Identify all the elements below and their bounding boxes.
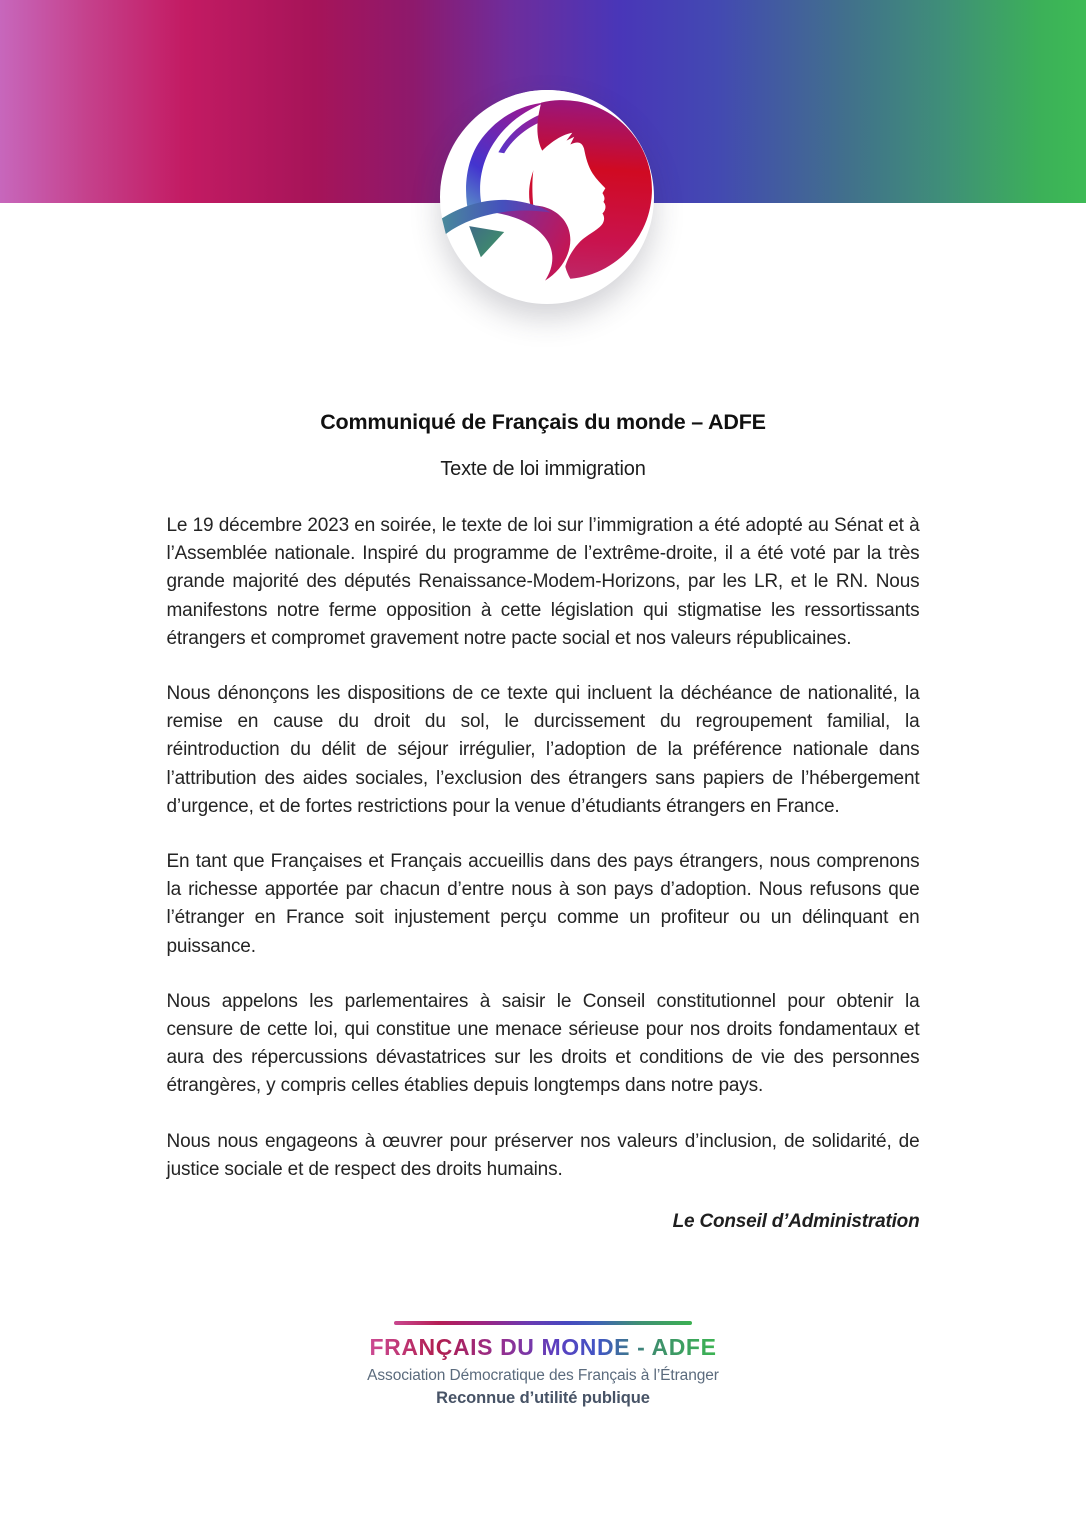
- footer-wordmark: FRANÇAIS DU MONDE - ADFE: [369, 1334, 717, 1361]
- paragraph-dispositions: Nous dénonçons les dispositions de ce texte qui incluent la déchéance de nationalité, la remise en cause du droit du sol, le durcissement du regroupement familial, la réintroduction du délit de séjour irrégulier, l’adoption de la préférence nationale dans l’attribution des aides sociales, l’exclusion des étrangers sans papiers de l’hébergement d’urgence, et de fortes restrictions pour la venue d’étudiants étrangers en France.: [166, 683, 920, 817]
- signature-conseil-administration: Le Conseil d’Administration: [672, 1211, 920, 1233]
- gradient-divider: [394, 1321, 692, 1325]
- communique-title: Communiqué de Français du monde – ADFE: [320, 410, 766, 434]
- footer-logotype: [167, 1321, 920, 1408]
- paragraph-conseil-constitutionnel: Nous appelons les parlementaires à saisir le Conseil constitutionnel pour obtenir la censure de cette loi, qui constitue une menace sérieuse pour nos droits fondamentaux et aura des répercussions dévastatrices sur les droits et conditions de vie des personnes étrangères, y compris celles établies depuis longtemps dans notre pays.: [166, 990, 920, 1097]
- paragraph-adoption-loi: Le 19 décembre 2023 en soirée, le texte de loi sur l’immigration a été adopté au Sénat et à l’Assemblée nationale. Inspiré du programme de l’extrême-droite, il a été voté par la très grande majorité des députés Renaissance-Modem-Horizons, par les LR, et le RN. Nous manifestons notre ferme opposition à cette législation qui stigmatise les ressortissants étrangers et compromet gravement notre pacte social et nos valeurs républicaines.: [166, 515, 920, 649]
- communique-body: [167, 410, 920, 1408]
- footer-public-utility-status: Reconnue d’utilité publique: [436, 1389, 650, 1408]
- footer-association-name: Association Démocratique des Français à l’Étranger: [367, 1367, 719, 1385]
- logo-badge: [440, 90, 654, 304]
- marianne-logo-icon: [440, 90, 654, 304]
- communique-subtitle: Texte de loi immigration: [440, 458, 646, 480]
- paragraph-engagement: Nous nous engageons à œuvrer pour préserver nos valeurs d’inclusion, de solidarité, de justice sociale et de respect des droits humains.: [166, 1130, 920, 1180]
- paragraph-francais-etranger: En tant que Françaises et Français accueillis dans des pays étrangers, nous comprenons la richesse apportée par chacun d’entre nous à son pays d’adoption. Nous refusons que l’étranger en France soit injustement perçu comme un profiteur ou un délinquant en puissance.: [166, 851, 920, 957]
